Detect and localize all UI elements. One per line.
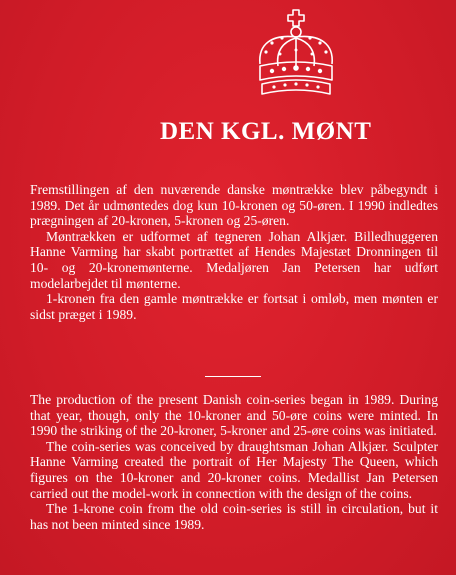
royal-crown-icon <box>252 8 340 104</box>
danish-paragraph: Fremstillingen af den nuværende danske møntrække blev påbegyndt i 1989. Det år udmøntedes dog kun 10-kronen og 50-øren. I 1990 indledtes prægningen af 20-kronen, 5-kronen og 25-øren. <box>30 182 438 229</box>
english-paragraph: The production of the present Danish coin-series began in 1989. During that year, though, only the 10-kroner and 50-øre coins were minted. In 1990 the striking of the 20-kroner, 5-kroner and 25-øre coins was initiated. <box>30 392 438 439</box>
danish-paragraph: Møntrækken er udformet af tegneren Johan Alkjær. Billedhuggeren Hanne Varming har skabt portrættet af Hendes Majestæt Dronningen til 10- og 20-kronemønterne. Medaljøren Jan Petersen har udført modelarbejdet til mønterne. <box>30 228 438 291</box>
english-paragraph: The coin-series was conceived by draughtsman Johan Alkjær. Sculpter Hanne Varming created the portrait of Her Majesty The Queen, which figures on the 10-kroner and 20-kroner coins. Medallist Jan Petersen carried out the model-work in connection with the design of the coins. <box>30 438 438 501</box>
english-paragraph: The 1-krone coin from the old coin-series is still in circulation, but it has not been minted since 1989. <box>30 501 438 532</box>
danish-text <box>30 182 438 322</box>
english-text <box>30 392 438 532</box>
section-divider <box>205 376 261 377</box>
page-title: DEN KGL. MØNT <box>160 118 372 145</box>
danish-paragraph: 1-kronen fra den gamle møntrække er fortsat i omløb, men mønten er sidst præget i 1989. <box>30 291 438 322</box>
